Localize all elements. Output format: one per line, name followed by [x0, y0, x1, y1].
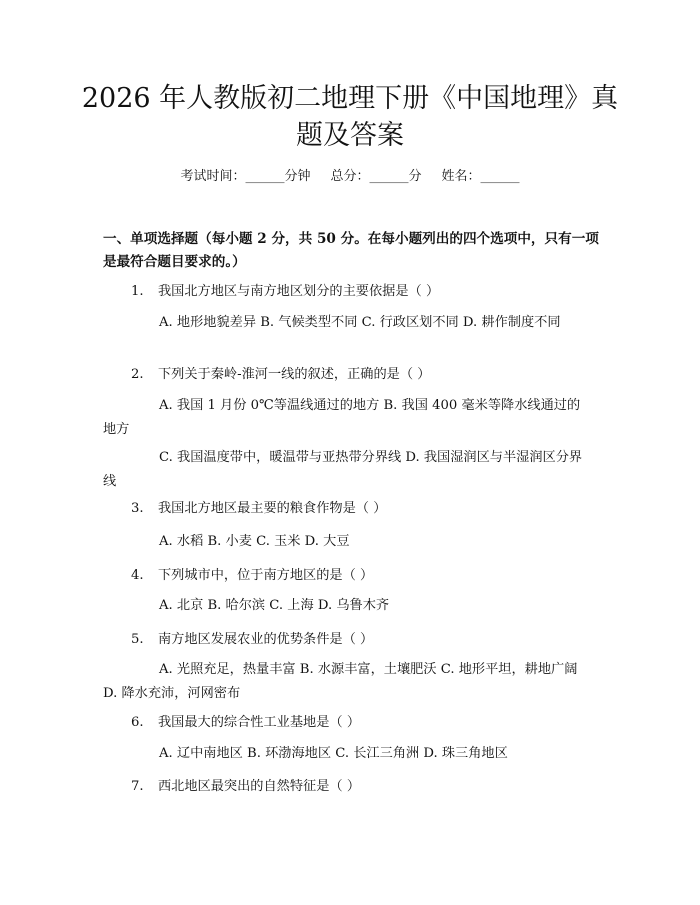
question-number: 2.: [131, 367, 144, 382]
exam-title-line-1: 2026 年人教版初二地理下册《中国地理》真: [81, 83, 619, 114]
question-text: 下列城市中，位于南方地区的是（ ）: [158, 568, 374, 583]
question-text: 南方地区发展农业的优势条件是（ ）: [158, 632, 374, 647]
question-text: 我国北方地区与南方地区划分的主要依据是（ ）: [158, 284, 440, 299]
question-4-options: A. 北京 B. 哈尔滨 C. 上海 D. 乌鲁木齐: [159, 598, 390, 613]
question-5-options: A. 光照充足，热量丰富 B. 水源丰富，土壤肥沃 C. 地形平坦，耕地广阔 D. 降水充沛，河网密布: [103, 662, 578, 701]
question-text: 西北地区最突出的自然特征是（ ）: [158, 779, 361, 794]
question-text: 我国北方地区最主要的粮食作物是（ ）: [158, 501, 387, 516]
question-number: 6.: [131, 715, 144, 730]
question-number: 5.: [131, 632, 144, 647]
question-2-options-ab: A. 我国 1 月份 0℃等温线通过的地方 B. 我国 400 毫米等降水线通过的地方: [103, 398, 581, 437]
question-number: 3.: [131, 501, 144, 516]
total-score-field: 总分：______分: [330, 169, 422, 184]
question-text: 我国最大的综合性工业基地是（ ）: [158, 715, 361, 730]
question-5-stem: [131, 630, 373, 650]
exam-meta-info: [0, 167, 700, 187]
question-2-options-cd: C. 我国温度带中，暖温带与亚热带分界线 D. 我国湿润区与半湿润区分界线: [103, 450, 583, 489]
question-6-options: A. 辽中南地区 B. 环渤海地区 C. 长江三角洲 D. 珠三角地区: [159, 746, 508, 761]
exam-time-field: 考试时间：______分钟: [180, 169, 311, 184]
question-text: 下列关于秦岭-淮河一线的叙述，正确的是（ ）: [158, 367, 431, 382]
question-4-stem: [131, 566, 373, 586]
section-heading-single-choice: 一、单项选择题（每小题 2 分，共 50 分。在每小题列出的四个选项中，只有一项是最符合题目要求的。）: [103, 231, 599, 270]
question-6-stem: [131, 713, 360, 733]
question-3-stem: [131, 499, 386, 519]
question-2-stem: [131, 365, 430, 385]
question-number: 4.: [131, 568, 144, 583]
exam-title-line-2: 题及答案: [296, 120, 404, 151]
question-7-stem: [131, 777, 360, 797]
question-1-stem: [131, 282, 439, 302]
question-3-options: A. 水稻 B. 小麦 C. 玉米 D. 大豆: [159, 534, 350, 549]
question-number: 7.: [131, 779, 144, 794]
question-1-options: A. 地形地貌差异 B. 气候类型不同 C. 行政区划不同 D. 耕作制度不同: [159, 315, 561, 330]
student-name-field: 姓名：______: [441, 169, 520, 184]
question-number: 1.: [131, 284, 144, 299]
